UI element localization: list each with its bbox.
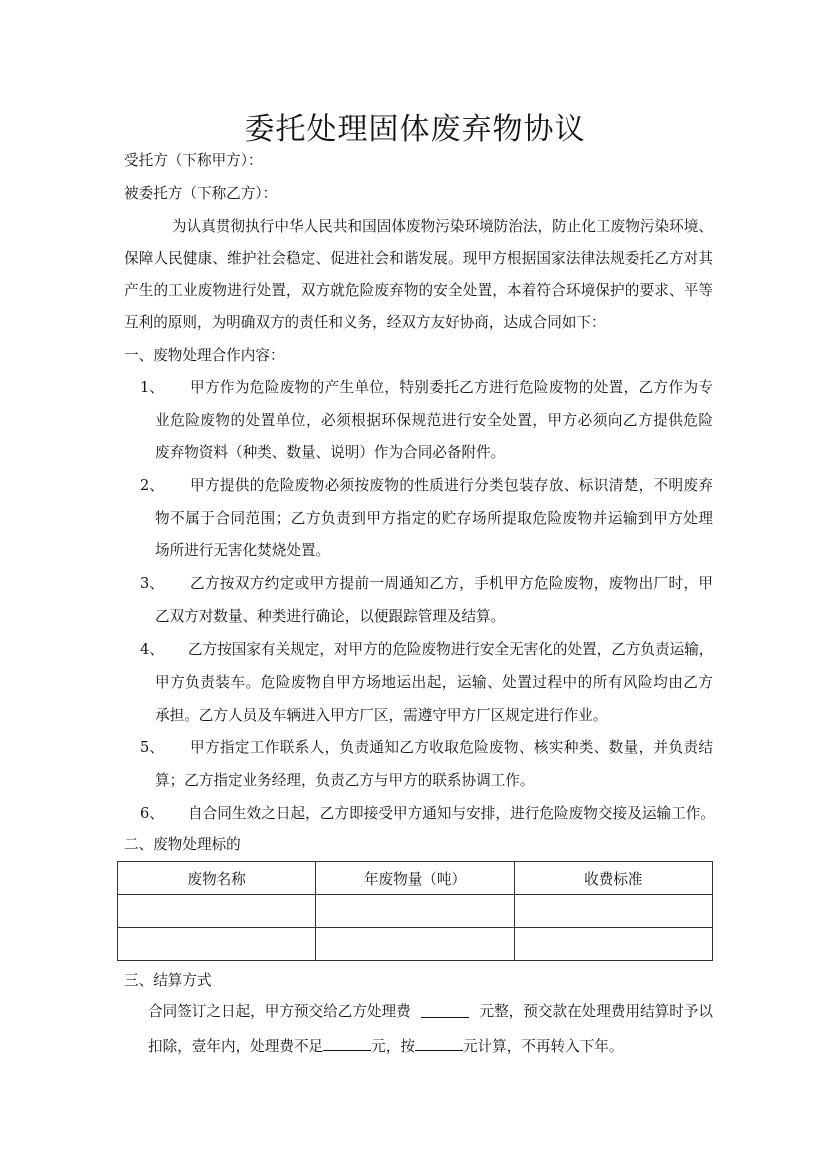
item-number: 2、 xyxy=(140,477,164,494)
table-cell[interactable] xyxy=(316,895,514,928)
waste-table xyxy=(117,861,713,961)
header-fee-standard: 收费标准 xyxy=(514,862,712,895)
table-row xyxy=(118,895,713,928)
item-line: 承担。乙方人员及车辆进入甲方厂区，需遵守甲方厂区规定进行作业。 xyxy=(155,707,608,724)
party-b-label: 被委托方（下称乙方）： xyxy=(124,185,278,202)
item-number: 3、 xyxy=(140,575,164,592)
amount-blank[interactable] xyxy=(415,1036,463,1051)
preamble-line: 产生的工业废物进行处置，双方就危险废弃物的安全处置，本着符合环境保护的要求、平等 xyxy=(124,282,713,299)
table-header-row xyxy=(118,862,713,895)
item-line: 自合同生效之日起，乙方即接受甲方通知与安排，进行危险废物交接及运输工作。 xyxy=(188,805,715,822)
item-line: 业危险废物的处置单位，必须根据环保规范进行安全处置，甲方必须向乙方提供危险 xyxy=(155,412,713,429)
item-number: 6、 xyxy=(140,805,164,822)
header-waste-name: 废物名称 xyxy=(118,862,316,895)
item-line: 场所进行无害化焚烧处置。 xyxy=(155,542,331,559)
section-1-heading: 一、废物处理合作内容： xyxy=(124,347,285,364)
table-cell[interactable] xyxy=(514,895,712,928)
settlement-line-1 xyxy=(148,1003,713,1021)
settlement-text: 元计算，不再转入下年。 xyxy=(462,1038,624,1055)
amount-blank[interactable] xyxy=(421,1003,469,1018)
item-line: 甲方作为危险废物的产生单位，特别委托乙方进行危险废物的处置，乙方作为专 xyxy=(190,379,713,396)
preamble-line: 保障人民健康、维护社会稳定、促进社会和谐发展。现甲方根据国家法律法规委托乙方对其 xyxy=(124,250,713,267)
item-line: 甲方提供的危险废物必须按废物的性质进行分类包装存放、标识清楚，不明废弃 xyxy=(190,477,713,494)
item-line: 算；乙方指定业务经理，负责乙方与甲方的联系协调工作。 xyxy=(155,772,535,789)
item-line: 废弃物资料（种类、数量、说明）作为合同必备附件。 xyxy=(155,444,506,461)
item-line: 乙方按双方约定或甲方提前一周通知乙方，手机甲方危险废物，废物出厂时，甲 xyxy=(190,575,713,592)
item-line: 乙双方对数量、种类进行确论，以便跟踪管理及结算。 xyxy=(155,608,506,625)
item-line: 物不属于合同范围；乙方负责到甲方指定的贮存场所提取危险废物并运输到甲方处理 xyxy=(155,510,713,527)
table-row xyxy=(118,928,713,961)
settlement-text: 元，按 xyxy=(371,1038,415,1055)
table-cell[interactable] xyxy=(118,928,316,961)
amount-blank[interactable] xyxy=(323,1036,371,1051)
section-2-heading: 二、废物处理标的 xyxy=(124,836,241,853)
table-cell[interactable] xyxy=(316,928,514,961)
party-a-label: 受托方（下称甲方）： xyxy=(124,152,263,169)
settlement-text: 元整，预交款在处理费用结算时予以 xyxy=(479,1003,713,1020)
settlement-text: 合同签订之日起，甲方预交给乙方处理费 xyxy=(148,1003,411,1020)
table-cell[interactable] xyxy=(514,928,712,961)
item-number: 1、 xyxy=(140,379,164,396)
item-number: 5、 xyxy=(140,739,164,756)
item-number: 4、 xyxy=(140,641,164,658)
settlement-text: 扣除，壹年内，处理费不足 xyxy=(148,1038,324,1055)
settlement-line-2 xyxy=(148,1036,623,1056)
item-line: 甲方负责装车。危险废物自甲方场地运出起，运输、处置过程中的所有风险均由乙方 xyxy=(155,674,713,691)
document-title: 委托处理固体废弃物协议 xyxy=(244,112,586,147)
preamble-line: 为认真贯彻执行中华人民共和国固体废物污染环境防治法，防止化工废物污染环境、 xyxy=(172,218,713,235)
preamble-line: 互利的原则，为明确双方的责任和义务，经双方友好协商，达成合同如下： xyxy=(124,314,606,331)
header-annual-amount: 年废物量（吨） xyxy=(316,862,514,895)
table-cell[interactable] xyxy=(118,895,316,928)
item-line: 乙方按国家有关规定，对甲方的危险废物进行安全无害化的处置，乙方负责运输， xyxy=(188,641,714,658)
section-3-heading: 三、结算方式 xyxy=(124,972,212,989)
item-line: 甲方指定工作联系人，负责通知乙方收取危险废物、核实种类、数量，并负责结 xyxy=(190,739,713,756)
